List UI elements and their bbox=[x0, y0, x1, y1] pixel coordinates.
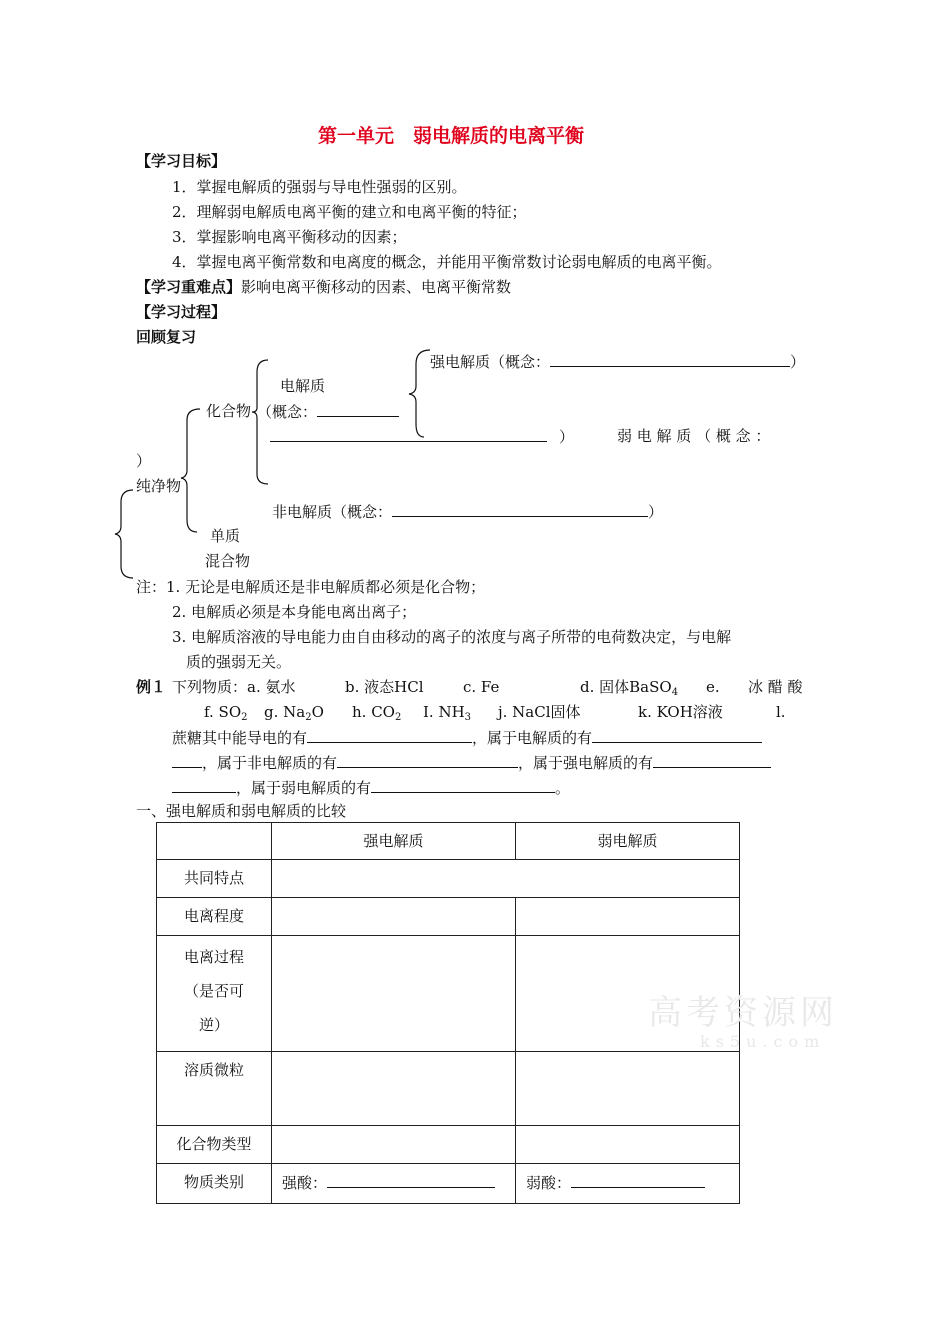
weak-electrolyte-label: 弱 电 解 质 （ 概 念 ： bbox=[617, 427, 771, 445]
common-features-cell[interactable] bbox=[272, 860, 740, 898]
strong-acid-blank[interactable] bbox=[327, 1172, 495, 1188]
table-row bbox=[157, 898, 740, 936]
strong-answer-blank[interactable] bbox=[653, 752, 771, 768]
pure-brace bbox=[181, 409, 200, 532]
weak-degree-cell[interactable] bbox=[516, 898, 740, 936]
non-electrolyte-concept-blank[interactable] bbox=[392, 501, 648, 517]
mixture-label: 混合物 bbox=[205, 552, 251, 570]
note-2: 2. 电解质必须是本身能电离出离子； bbox=[172, 603, 417, 621]
goals-heading: 【学习目标】 bbox=[136, 152, 227, 170]
table-header-row bbox=[157, 823, 740, 860]
section-1-heading: 一、强电解质和弱电解质的比较 bbox=[136, 802, 347, 820]
strong-process-cell[interactable] bbox=[272, 936, 516, 1052]
note-3b: 质的强弱无关。 bbox=[186, 653, 292, 671]
table-header-strong: 强电解质 bbox=[272, 823, 516, 860]
strong-close-paren: ） bbox=[790, 353, 806, 371]
process-heading: 【学习过程】 bbox=[136, 303, 227, 321]
weak-close-paren: ） bbox=[136, 452, 152, 470]
key-points-text: 影响电离平衡移动的因素、电离平衡常数 bbox=[241, 278, 512, 296]
example-item-a: 下列物质：a. 氨水 bbox=[172, 678, 296, 696]
row-label-particles: 溶质微粒 bbox=[157, 1052, 272, 1126]
compound-brace bbox=[252, 360, 268, 484]
non-electrolyte-close-paren: ） bbox=[648, 503, 664, 521]
example-item-l: l. bbox=[776, 703, 786, 721]
electrolyte-concept-blank[interactable] bbox=[317, 401, 399, 417]
note-1: 注：1. 无论是电解质还是非电解质都必须是化合物； bbox=[136, 578, 486, 596]
example-item-e-name: 冰 醋 酸 bbox=[748, 678, 803, 696]
example-item-h: h. $CO_2$ bbox=[352, 703, 402, 723]
table-header-weak: 弱电解质 bbox=[516, 823, 740, 860]
page-title: 第一单元 弱电解质的电离平衡 bbox=[318, 125, 585, 147]
matter-brace bbox=[115, 490, 133, 578]
strong-answer-blank-2[interactable] bbox=[172, 777, 236, 793]
watermark-sub: ks5u.com bbox=[700, 1032, 826, 1051]
weak-particles-cell[interactable] bbox=[516, 1052, 740, 1126]
table-header-empty bbox=[157, 823, 272, 860]
strong-electrolyte-label: 强电解质（概念： bbox=[430, 353, 551, 371]
strong-compound-type-cell[interactable] bbox=[272, 1126, 516, 1164]
goal-item-3: 3．掌握影响电离平衡移动的因素； bbox=[172, 228, 407, 246]
strong-acid-cell[interactable]: 强酸： bbox=[272, 1164, 516, 1204]
electrolyte-answer-blank-2[interactable] bbox=[172, 752, 202, 768]
example-item-j: j. NaCl固体 bbox=[498, 703, 581, 721]
row-label-process: 电离过程 （是否可 逆） bbox=[157, 936, 272, 1052]
example-item-b: b. 液态HCl bbox=[345, 678, 424, 696]
example-item-f: f. $SO_2$ bbox=[204, 703, 248, 723]
example-label: 例１ bbox=[136, 678, 167, 696]
non-electrolyte-row bbox=[272, 501, 663, 522]
row-label-degree: 电离程度 bbox=[157, 898, 272, 936]
electrolyte-concept-continued bbox=[270, 426, 574, 447]
table-row bbox=[157, 1052, 740, 1126]
example-question-line1: 蔗糖其中能导电的有 ，属于电解质的有 bbox=[172, 727, 762, 748]
example-item-d: d. 固体BaSO$_4$ bbox=[580, 678, 679, 698]
electrolyte-label: 电解质 bbox=[280, 377, 326, 395]
example-question-line3: ，属于弱电解质的有 。 bbox=[172, 777, 570, 798]
example-item-e: e. bbox=[706, 678, 720, 696]
electrolyte-concept-row bbox=[257, 401, 399, 422]
review-heading: 回顾复习 bbox=[136, 328, 197, 346]
strong-electrolyte-row bbox=[430, 351, 805, 372]
non-electrolyte-label: 非电解质（概念： bbox=[272, 503, 393, 521]
strong-particles-cell[interactable] bbox=[272, 1052, 516, 1126]
row-label-common: 共同特点 bbox=[157, 860, 272, 898]
non-electrolyte-answer-blank[interactable] bbox=[337, 752, 518, 768]
table-row bbox=[157, 860, 740, 898]
row-label-compound-type: 化合物类型 bbox=[157, 1126, 272, 1164]
watermark-logo: 高考资源网 bbox=[648, 993, 838, 1033]
example-question-line2: ，属于非电解质的有 ，属于强电解质的有 bbox=[172, 752, 771, 773]
example-item-c: c. Fe bbox=[463, 678, 500, 696]
pure-substance-label: 纯净物 bbox=[136, 477, 182, 495]
key-points-heading: 【学习重难点】 bbox=[136, 278, 242, 296]
goal-item-2: 2．理解弱电解质电离平衡的建立和电离平衡的特征； bbox=[172, 203, 527, 221]
example-item-k: k. KOH溶液 bbox=[638, 703, 723, 721]
strong-concept-blank[interactable] bbox=[550, 351, 790, 367]
note-3a: 3. 电解质溶液的导电能力由自由移动的离子的浓度与离子所带的电荷数决定，与电解 bbox=[172, 628, 732, 646]
weak-compound-type-cell[interactable] bbox=[516, 1126, 740, 1164]
example-item-i: I. $NH_3$ bbox=[423, 703, 472, 723]
electrolyte-close-paren: ） bbox=[559, 428, 575, 446]
element-label: 单质 bbox=[210, 527, 241, 545]
row-label-category: 物质类别 bbox=[157, 1164, 272, 1204]
goal-item-1: 1．掌握电解质的强弱与导电性强弱的区别。 bbox=[172, 178, 467, 196]
table-row bbox=[157, 1164, 740, 1204]
table-row bbox=[157, 1126, 740, 1164]
conductive-blank[interactable] bbox=[307, 727, 472, 743]
weak-acid-blank[interactable] bbox=[571, 1172, 705, 1188]
strong-degree-cell[interactable] bbox=[272, 898, 516, 936]
weak-acid-cell[interactable]: 弱酸： bbox=[516, 1164, 740, 1204]
example-item-g: g. $Na_2O$ bbox=[264, 703, 324, 723]
weak-answer-blank[interactable] bbox=[371, 777, 555, 793]
goal-item-4: 4．掌握电离平衡常数和电离度的概念，并能用平衡常数讨论弱电解质的电离平衡。 bbox=[172, 253, 722, 271]
compound-label: 化合物 bbox=[206, 402, 252, 420]
strong-weak-brace bbox=[409, 350, 430, 437]
electrolyte-concept-blank-2[interactable] bbox=[270, 426, 547, 442]
electrolyte-concept-label: （概念： bbox=[257, 403, 318, 421]
electrolyte-answer-blank[interactable] bbox=[592, 727, 762, 743]
